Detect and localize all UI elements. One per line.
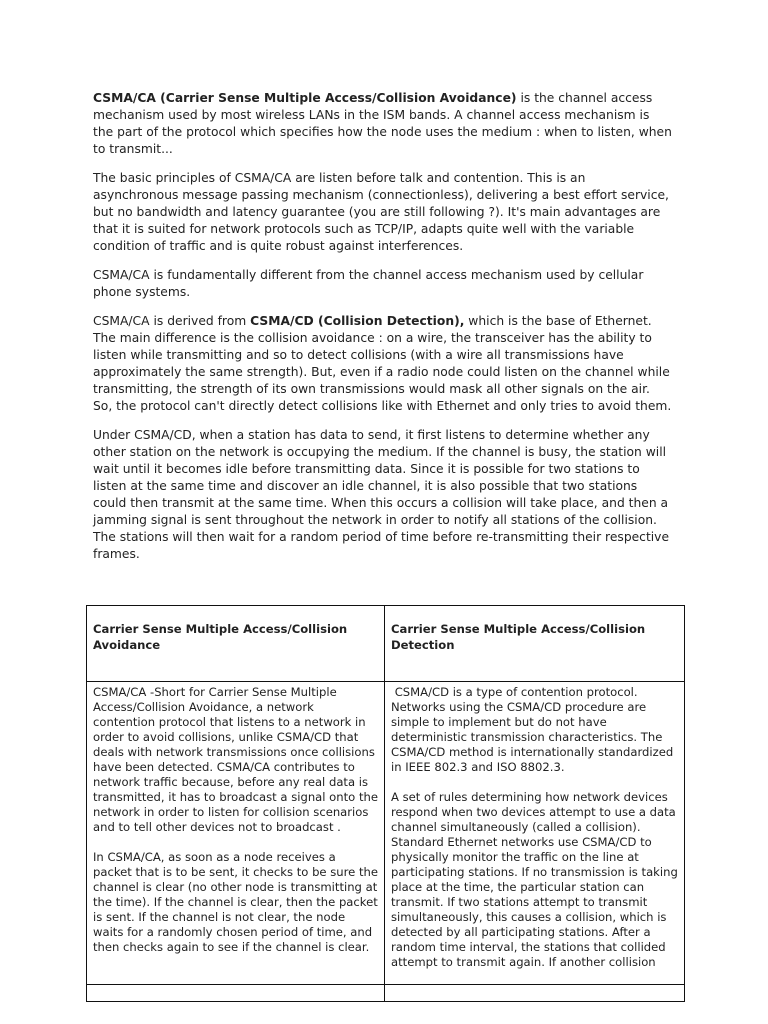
csma-cd-term: CSMA/CD (Collision Detection), [250,314,465,328]
csma-cd-procedure: A set of rules determining how network devices respond when two devices attempt to use a data channel simultaneously (called a collision). Standard Ethernet networks use CSMA/CD to physically monitor the traffic on the line at participating stations. If no transmission is taking place at the time, the particular station can transmit. If two stations attempt to transmit simultaneously, this causes a collision, which is detected by all participating stations. After a random time interval, the stations that collided attempt to transmit again. If another collision [391,790,678,969]
table-header-row [87,606,685,682]
paragraph-derived-from-csma-cd [93,313,673,415]
paragraph-cellular-difference: CSMA/CA is fundamentally different from the channel access mechanism used by cellular phone systems. [93,268,644,299]
table-bottom-border [86,984,684,985]
paragraph-derived-text: which is the base of Ethernet. The main difference is the collision avoidance : on a wire, the transceiver has the ability to listen while transmitting and so to detect collisions (with a wire all transmissions have approximately the same strength). But, even if a radio node could listen on the channel while transmitting, the strength of its own transmissions would mask all other signals on the air. So, the protocol can't directly detect collisions like with Ethernet and only tries to avoid them. [93,314,672,413]
csma-ca-term: CSMA/CA (Carrier Sense Multiple Access/Collision Avoidance) [93,91,517,105]
cell-csma-ca [87,682,385,1002]
paragraph-derived-start: CSMA/CA is derived from [93,314,251,328]
csma-ca-definition: CSMA/CA -Short for Carrier Sense Multiple Access/Collision Avoidance, a network contention protocol that listens to a network in order to avoid collisions, unlike CSMA/CD that deals with network transmissions once collisions have been detected. CSMA/CA contributes to network traffic because, before any real data is transmitted, it has to broadcast a signal onto the network in order to listen for collision scenarios and to tell other devices not to broadcast . [93,685,378,834]
paragraph-under-csma-cd: Under CSMA/CD, when a station has data to send, it first listens to determine whether any other station on the network is occupying the medium. If the channel is busy, the station will wait until it becomes idle before transmitting data. Since it is possible for two stations to listen at the same time and discover an idle channel, it is also possible that two stations could then transmit at the same time. When this occurs a collision will take place, and then a jamming signal is sent throughout the network in order to notify all stations of the collision. The stations will then wait for a random period of time before re-transmitting their respective frames. [93,428,670,561]
csma-cd-definition: CSMA/CD is a type of contention protocol. Networks using the CSMA/CD procedure are simple to implement but do not have deterministic transmission characteristics. The CSMA/CD method is internationally standardized in IEEE 802.3 and ISO 8802.3. [391,685,677,774]
csma-ca-procedure: In CSMA/CA, as soon as a node receives a packet that is to be sent, it checks to be sure the channel is clear (no other node is transmitting at the time). If the channel is clear, then the packet is sent. If the channel is not clear, the node waits for a randomly chosen period of time, and then checks again to see if the channel is clear. [93,850,378,954]
document-body [93,90,673,575]
cell-csma-cd [385,682,685,1002]
header-csma-cd: Carrier Sense Multiple Access/Collision Detection [385,606,685,682]
comparison-table [86,605,685,1002]
paragraph-basic-principles: The basic principles of CSMA/CA are listen before talk and contention. This is an asynchronous message passing mechanism (connectionless), delivering a best effort service, but no bandwidth and latency guarantee (you are still following ?). It's main advantages are that it is suited for network protocols such as TCP/IP, adapts quite well with the variable condition of traffic and is quite robust against interferences. [93,171,669,253]
paragraph-intro [93,90,673,158]
table-row [87,682,685,1002]
header-csma-ca: Carrier Sense Multiple Access/Collision Avoidance [87,606,385,682]
paragraph-intro-text: is the channel access mechanism used by most wireless LANs in the ISM bands. A channel access mechanism is the part of the protocol which specifies how the node uses the medium : when to listen, when to transmit... [93,91,672,156]
